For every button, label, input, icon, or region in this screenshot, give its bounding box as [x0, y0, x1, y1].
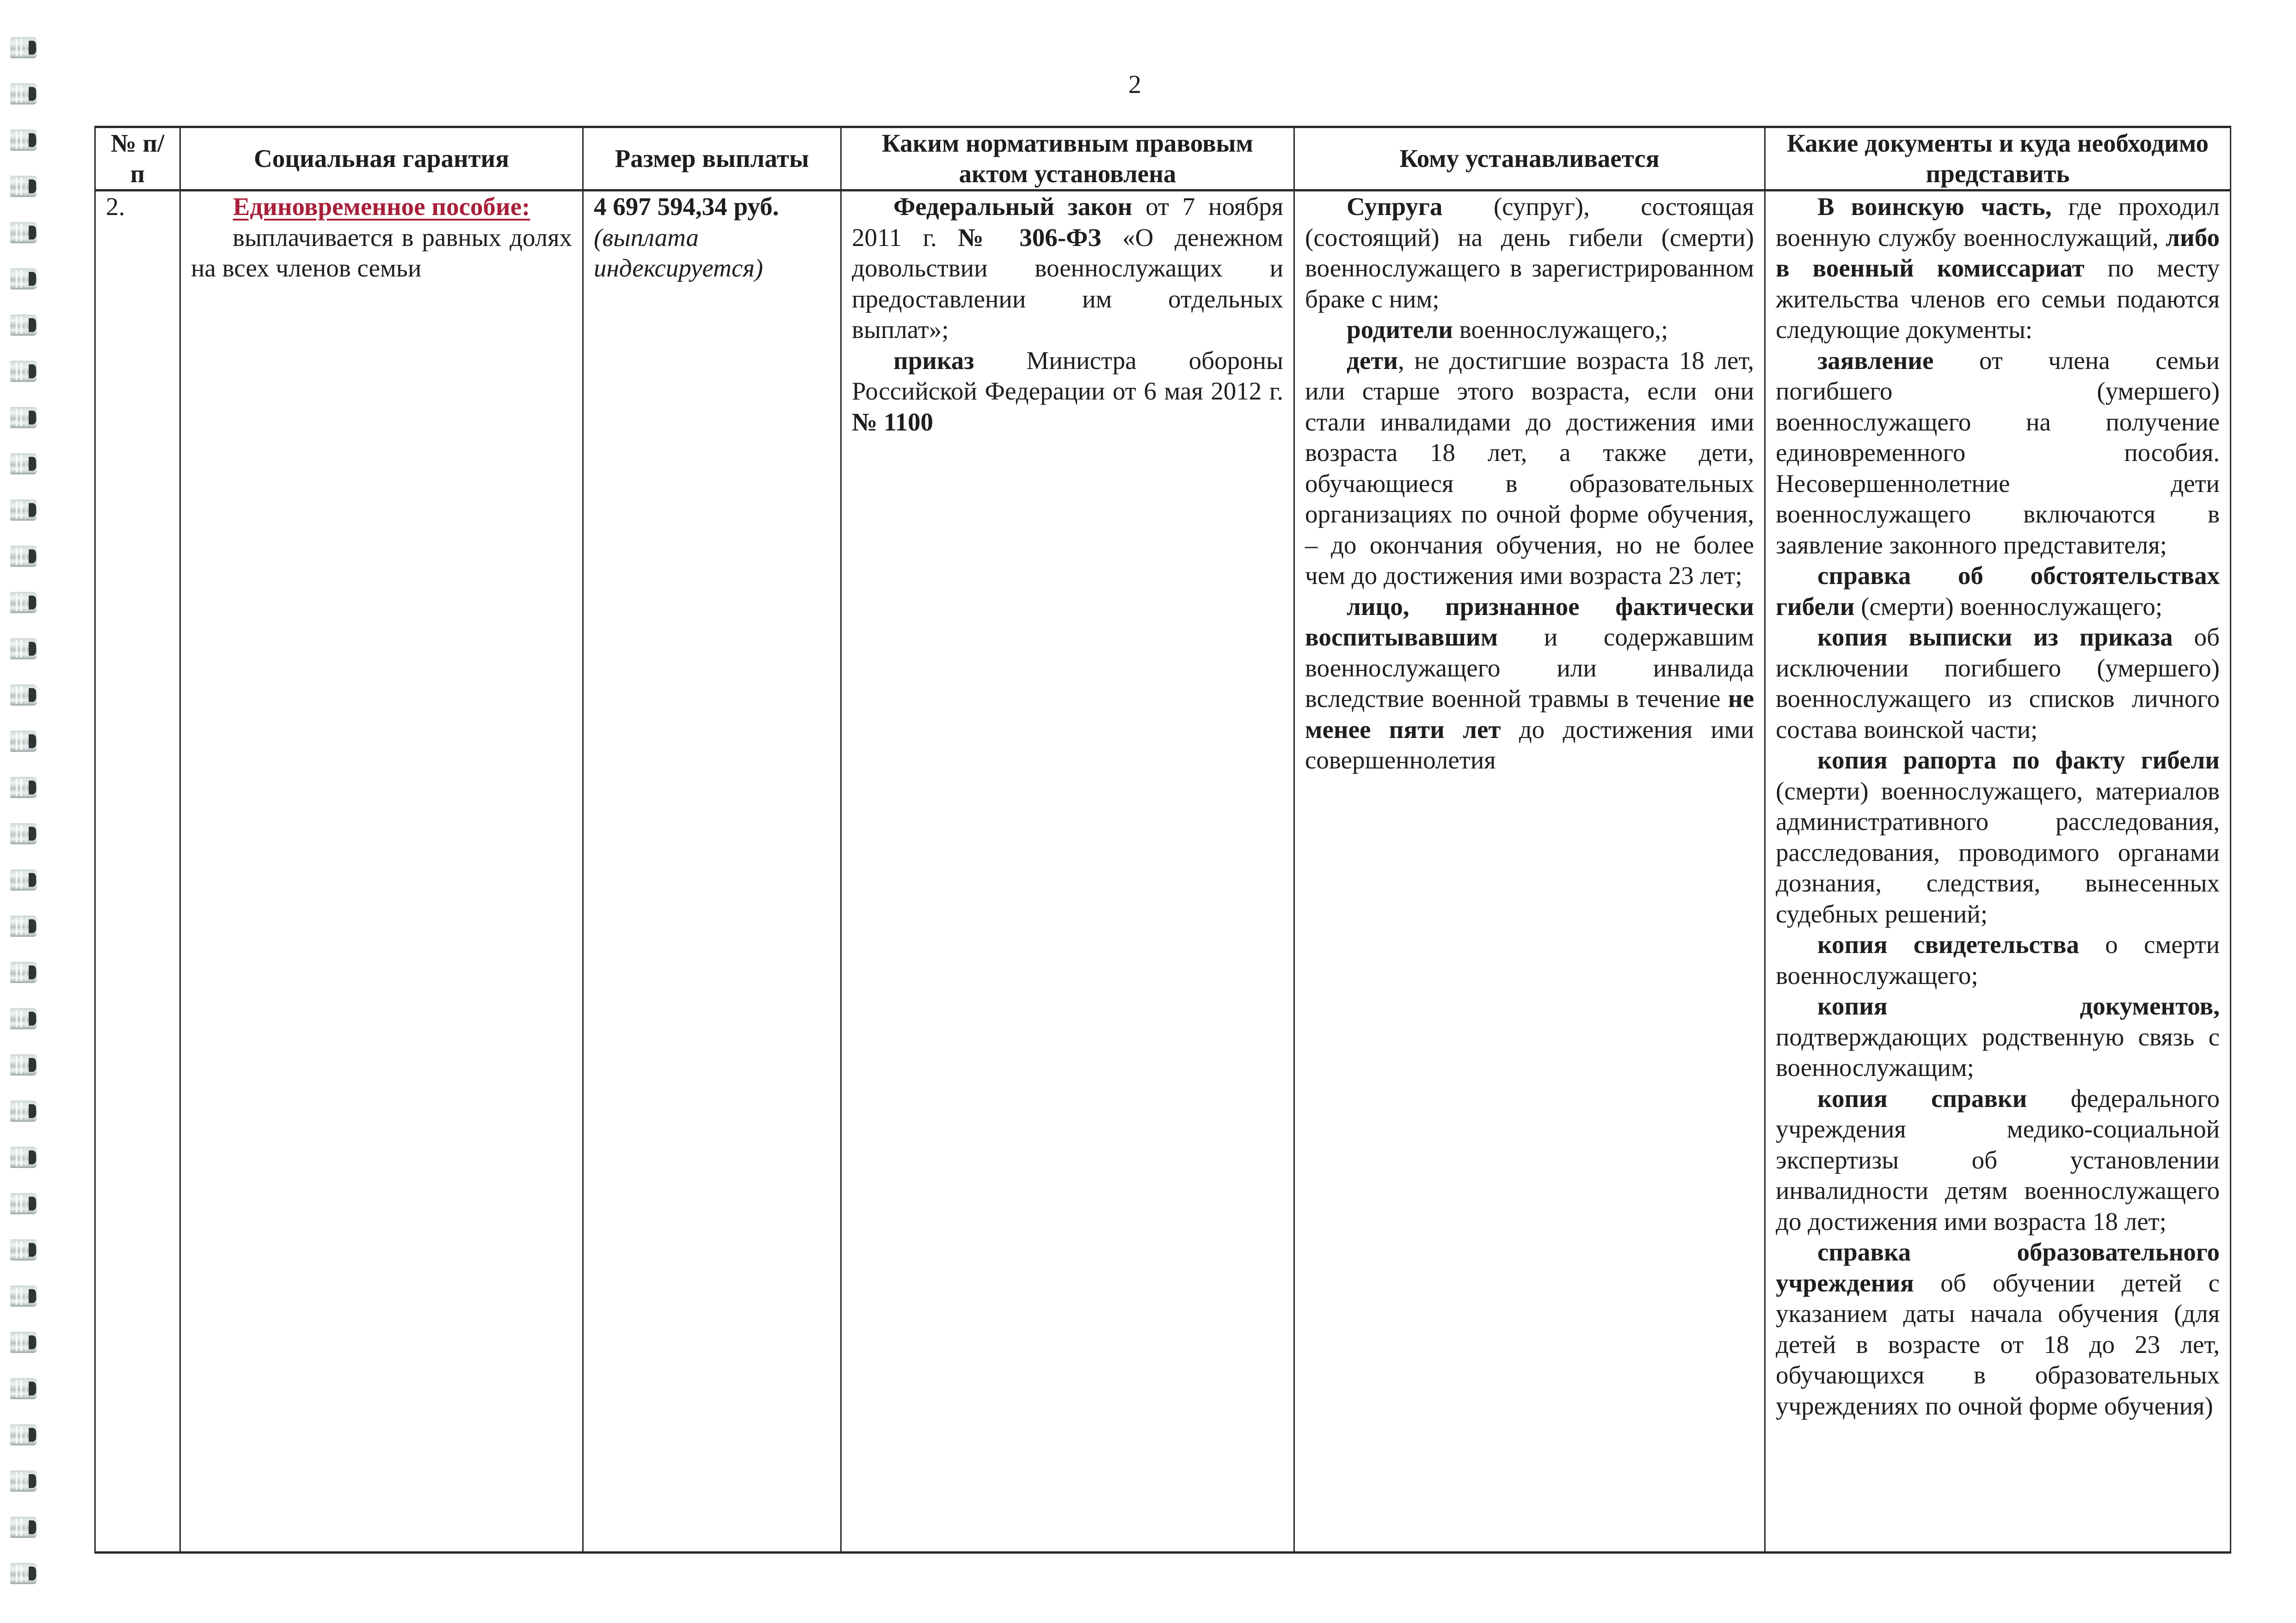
table-header-row	[95, 127, 2231, 191]
paragraph	[1776, 929, 2220, 991]
legal-act-text	[852, 191, 1283, 437]
spiral-ring-icon	[10, 962, 37, 983]
spiral-ring-icon	[10, 823, 37, 844]
text-run: (смерти) военнослужащего, материалов административного расследования, расследования, проводимого органами дознания, следствия, вынесенных судебных решений;	[1776, 776, 2220, 928]
spiral-ring-icon	[10, 777, 37, 798]
spiral-ring-icon	[10, 361, 37, 382]
cell-legal-act	[841, 191, 1294, 1553]
bold-text-run: лицо, признанное фактически воспитывавшим	[1305, 592, 1754, 651]
spiral-ring-icon	[10, 638, 37, 659]
spiral-ring-icon	[10, 1563, 37, 1584]
bold-text-run: Федеральный закон	[893, 192, 1133, 221]
paragraph	[1776, 345, 2220, 561]
cell-recipients	[1294, 191, 1765, 1553]
spiral-ring-icon	[10, 499, 37, 521]
spiral-ring-icon	[10, 916, 37, 937]
spiral-ring-icon	[10, 453, 37, 474]
spiral-ring-icon	[10, 869, 37, 891]
text-run: об исключении погибшего (умершего) военнослужащего из списков личного состава воинской части;	[1776, 623, 2220, 744]
text-run: и содержавшим военнослужащего или инвалида вследствие военной травмы в течение	[1305, 623, 1754, 713]
paragraph	[852, 191, 1283, 345]
text-run: до достижения ими совершеннолетия	[1305, 715, 1754, 774]
spiral-ring-icon	[10, 1424, 37, 1445]
text-run: (смерти) военнослужащего;	[1854, 592, 2163, 621]
bold-text-run: родители	[1347, 315, 1453, 344]
page-number: 2	[1128, 70, 1141, 99]
bold-text-run: копия выписки из приказа	[1817, 623, 2173, 651]
spiral-ring-icon	[10, 1332, 37, 1353]
bold-text-run: не менее пяти лет	[1305, 684, 1754, 744]
social-guarantees-table	[94, 126, 2231, 1554]
bold-text-run: справка образовательного учреждения	[1776, 1238, 2220, 1297]
text-run: о смерти военнослужащего;	[1776, 930, 2220, 990]
bold-text-run: копия справки	[1817, 1084, 2027, 1113]
bold-text-run: заявление	[1817, 346, 1934, 375]
spiral-ring-icon	[10, 1147, 37, 1168]
bold-text-run: копия документов,	[1817, 992, 2220, 1020]
spiral-ring-icon	[10, 1008, 37, 1029]
spiral-ring-icon	[10, 407, 37, 428]
text-run: «О денежном довольствии военнослужащих и предоставлении им отдельных выплат»;	[852, 223, 1283, 344]
paragraph	[1776, 745, 2220, 929]
text-run: Министра обороны Российской Федерации от 6 мая 2012 г.	[852, 346, 1283, 405]
payment-amount-value: 4 697 594,34 руб.	[594, 192, 779, 221]
paragraph	[1305, 191, 1754, 314]
spiral-ring-icon	[10, 83, 37, 105]
table-row	[95, 191, 2231, 1553]
header-recipients: Кому устанавливается	[1294, 127, 1765, 191]
row-number: 2.	[95, 191, 180, 1553]
bold-text-run: № 306-ФЗ	[958, 223, 1102, 252]
spiral-ring-icon	[10, 546, 37, 567]
spiral-ring-icon	[10, 268, 37, 289]
spiral-ring-icon	[10, 314, 37, 336]
spiral-ring-icon	[10, 1517, 37, 1538]
spiral-ring-icon	[10, 222, 37, 243]
recipients-text	[1305, 191, 1754, 776]
paragraph	[1776, 1083, 2220, 1237]
spiral-ring-icon	[10, 1378, 37, 1399]
paragraph	[852, 345, 1283, 438]
paragraph	[1776, 560, 2220, 622]
guarantee-title: Единовременное пособие:	[233, 192, 530, 221]
text-run: военнослужащего,;	[1453, 315, 1668, 344]
spiral-ring-icon	[10, 1470, 37, 1492]
header-social-guarantee: Социальная гарантия	[180, 127, 583, 191]
spiral-binding	[10, 37, 39, 1609]
paragraph	[1776, 991, 2220, 1083]
spiral-ring-icon	[10, 37, 37, 58]
spiral-ring-icon	[10, 1285, 37, 1307]
documents-text	[1776, 191, 2220, 1421]
paragraph	[1776, 1237, 2220, 1421]
bold-text-run: либо в военный комиссариат	[1776, 223, 2220, 282]
guarantee-description	[191, 222, 572, 284]
paragraph	[191, 222, 572, 284]
text-run: где проходил военную службу военнослужащий,	[1776, 192, 2220, 252]
text-run: по месту жительства членов его семьи подаются следующие документы:	[1776, 254, 2220, 344]
paragraph	[1776, 191, 2220, 345]
bold-text-run: дети	[1347, 346, 1398, 375]
bold-text-run: копия рапорта по факту гибели	[1817, 746, 2220, 774]
text-run: об обучении детей с указанием даты начала обучения (для детей в возрасте от 18 до 23 лет, обучающихся в образовательных учреждениях по очной форме обучения)	[1776, 1268, 2220, 1420]
cell-social-guarantee	[180, 191, 583, 1553]
spiral-ring-icon	[10, 129, 37, 151]
header-number: № п/п	[95, 127, 180, 191]
spiral-ring-icon	[10, 1239, 37, 1260]
cell-documents	[1765, 191, 2231, 1553]
header-documents: Какие документы и куда необходимо представить	[1765, 127, 2231, 191]
spiral-ring-icon	[10, 731, 37, 752]
bold-text-run: Супруга	[1347, 192, 1443, 221]
header-payment-amount: Размер выплаты	[583, 127, 841, 191]
cell-payment-amount	[583, 191, 841, 1553]
paragraph	[1305, 314, 1754, 345]
spiral-ring-icon	[10, 1193, 37, 1214]
payment-amount-note: (выплата индексируется)	[594, 223, 763, 282]
text-run: , не достигшие возраста 18 лет, или старше этого возраста, если они стали инвалидами до достижения ими возраста 18 лет, а также дети, обучающиеся в образовательных организациях по очной форме обучения, – до окончания обучения, но не более чем до достижения ими возраста 23 лет;	[1305, 346, 1754, 590]
bold-text-run: № 1100	[852, 407, 933, 436]
bold-text-run: приказ	[893, 346, 974, 375]
bold-text-run: копия свидетельства	[1817, 930, 2079, 959]
paragraph	[1305, 591, 1754, 776]
header-legal-act: Каким нормативным правовым актом установлена	[841, 127, 1294, 191]
text-run: подтверждающих родственную связь с военнослужащим;	[1776, 1022, 2220, 1082]
bold-text-run: справка об обстоятельствах гибели	[1776, 561, 2220, 621]
text-run: от члена семьи погибшего (умершего) военнослужащего на получение единовременного пособия. Несовершеннолетние дети военнослужащего включаются в заявление законного представителя;	[1776, 346, 2220, 559]
text-run: федерального учреждения медико-социальной экспертизы об установлении инвалидности детям военнослужащего до достижения ими возраста 18 лет;	[1776, 1084, 2220, 1236]
bold-text-run: В воинскую часть,	[1817, 192, 2052, 221]
spiral-ring-icon	[10, 592, 37, 613]
spiral-ring-icon	[10, 684, 37, 706]
paragraph	[1776, 622, 2220, 745]
spiral-ring-icon	[10, 1100, 37, 1122]
text-run: от 7 ноября 2011 г.	[852, 192, 1284, 252]
paragraph	[1305, 345, 1754, 591]
spiral-ring-icon	[10, 1054, 37, 1076]
spiral-ring-icon	[10, 176, 37, 197]
text-run: выплачивается в равных долях на всех членов семьи	[191, 223, 572, 282]
text-run: (супруг), состоящая (состоящий) на день гибели (смерти) военнослужащего в зарегистрированном браке с ним;	[1305, 192, 1754, 313]
